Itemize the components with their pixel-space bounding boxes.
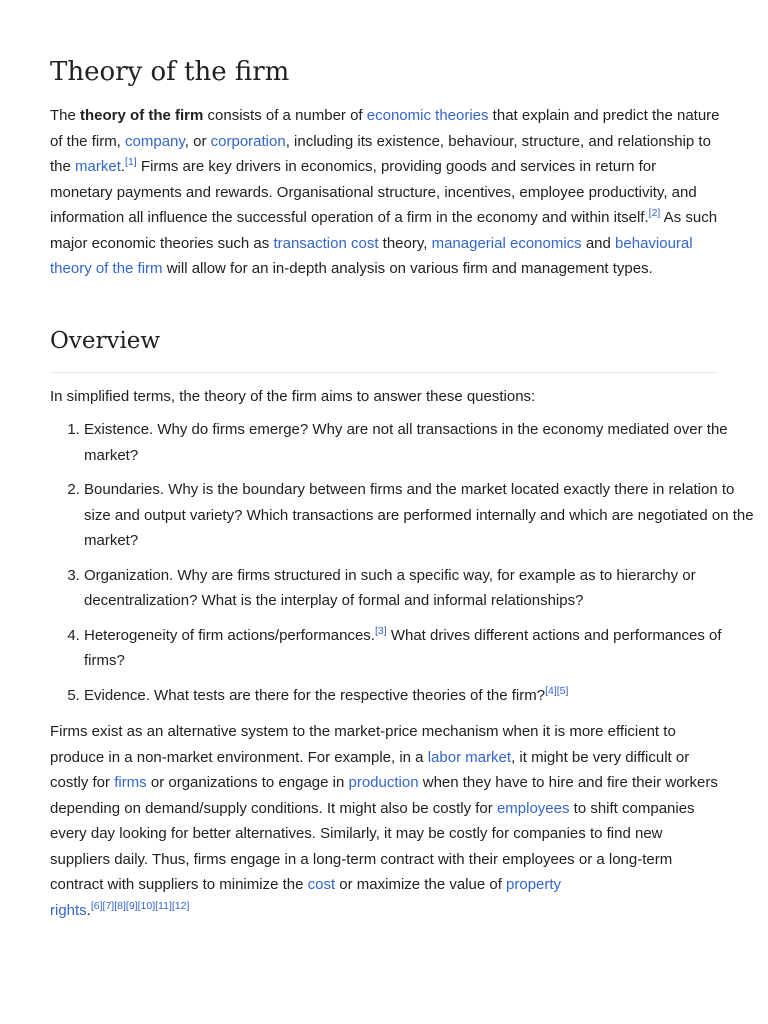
firms-paragraph xyxy=(50,719,720,923)
list-item-text: Existence. Why do firms emerge? Why are not all transactions in the economy mediated over the market? xyxy=(84,421,728,464)
ref-link-10[interactable]: [10] xyxy=(137,899,156,912)
link-employees[interactable]: employees xyxy=(496,799,570,817)
text-run: theory, xyxy=(378,234,432,252)
list-item-heterogeneity xyxy=(84,623,754,674)
ref-link-6[interactable]: [6] xyxy=(90,899,103,912)
text-run: when they have to hire and fire their workers depending on demand/supply conditions. It might also be costly for xyxy=(50,774,718,817)
link-text: property xyxy=(506,876,562,893)
intro-paragraph xyxy=(50,103,720,282)
link-market[interactable]: market xyxy=(75,158,121,175)
list-item-boundaries xyxy=(84,477,754,554)
page-title: Theory of the firm xyxy=(50,57,290,87)
text-run: Firms exist as an alternative system to the market-price mechanism when it is more efficient to produce in a non-market environment. For example, in a xyxy=(50,723,676,766)
ref-link-4[interactable]: [4] xyxy=(545,684,557,697)
overview-lead: In simplified terms, the theory of the firm aims to answer these questions: xyxy=(50,388,536,405)
ref-link-1[interactable]: [1] xyxy=(125,156,137,168)
list-item-existence xyxy=(84,417,754,468)
text-run: . xyxy=(120,158,126,175)
questions-list xyxy=(50,417,754,717)
link-corporation[interactable]: corporation xyxy=(210,132,286,150)
citation xyxy=(649,207,661,219)
link-production[interactable]: production xyxy=(348,774,419,791)
section-heading-overview: Overview xyxy=(50,328,161,354)
ref-link-2[interactable]: [2] xyxy=(648,207,661,219)
text-run: The xyxy=(50,107,81,124)
ref-link-12[interactable]: [12] xyxy=(171,899,190,912)
list-item-text: What drives different actions and performances of firms? xyxy=(84,626,722,669)
text-run: consists of a number of xyxy=(203,107,367,124)
list-item-text: Boundaries. Why is the boundary between firms and the market located exactly there in relation to size and output variety? Which transactions are performed internally and which are negotiated on the market? xyxy=(84,481,754,549)
list-item-text: Heterogeneity of firm actions/performances. xyxy=(84,626,375,644)
ref-link-5[interactable]: [5] xyxy=(556,684,569,697)
link-company[interactable]: company xyxy=(125,132,185,150)
text-run: or organizations to engage in xyxy=(146,774,349,791)
link-text: rights xyxy=(50,901,87,919)
link-managerial-economics[interactable]: managerial economics xyxy=(431,234,582,252)
text-run: to shift companies every day looking for better alternatives. Similarly, it may be costly for companies to find new suppliers daily. Thus, firms engage in a long-term contract with their employees or a long-term contract with suppliers to minimize the xyxy=(50,799,695,893)
citation xyxy=(545,685,568,697)
list-item-evidence xyxy=(84,683,754,709)
text-run: will allow for an in-depth analysis on various firm and management types. xyxy=(162,260,653,277)
list-item-text: Evidence. What tests are there for the respective theories of the firm? xyxy=(84,686,546,704)
link-transaction-cost[interactable]: transaction cost xyxy=(273,234,379,252)
bold-term: theory of the firm xyxy=(80,107,204,124)
citation-group xyxy=(91,900,190,912)
text-run: . xyxy=(86,901,91,919)
ref-link-7[interactable]: [7] xyxy=(102,899,115,912)
link-economic-theories[interactable]: economic theories xyxy=(366,107,489,124)
link-labor-market[interactable]: labor market xyxy=(427,748,512,766)
ref-link-3[interactable]: [3] xyxy=(374,624,387,637)
text-run: or maximize the value of xyxy=(335,876,507,893)
citation xyxy=(375,625,387,637)
link-behavioural-theory[interactable]: behavioural theory of the firm xyxy=(50,234,693,277)
list-item-organization xyxy=(84,563,754,614)
ref-link-9[interactable]: [9] xyxy=(125,899,138,912)
ref-link-11[interactable]: [11] xyxy=(155,899,172,912)
text-run: , or xyxy=(184,132,211,150)
link-cost[interactable]: cost xyxy=(307,876,336,893)
text-run: that explain and predict the nature of the firm, xyxy=(50,107,720,150)
text-run: , it might be very difficult or costly for xyxy=(50,748,690,791)
citation xyxy=(125,156,137,168)
ref-link-8[interactable]: [8] xyxy=(114,899,126,912)
text-run: , including its existence, behaviour, structure, and relationship to the xyxy=(50,132,711,175)
text-run: As such major economic theories such as xyxy=(50,209,718,252)
link-firms[interactable]: firms xyxy=(114,774,147,791)
list-item-text: Organization. Why are firms structured in such a specific way, for example as to hierarchy or decentralization? What is the interplay of formal and informal relationships? xyxy=(84,566,696,609)
section-divider xyxy=(50,372,718,373)
text-run: and xyxy=(581,234,616,252)
text-run: Firms are key drivers in economics, providing goods and services in return for monetary payments and rewards. Organisational structure, incentives, employee productivity, and information all influence the successful operation of a firm in the economy and within itself. xyxy=(50,158,697,226)
